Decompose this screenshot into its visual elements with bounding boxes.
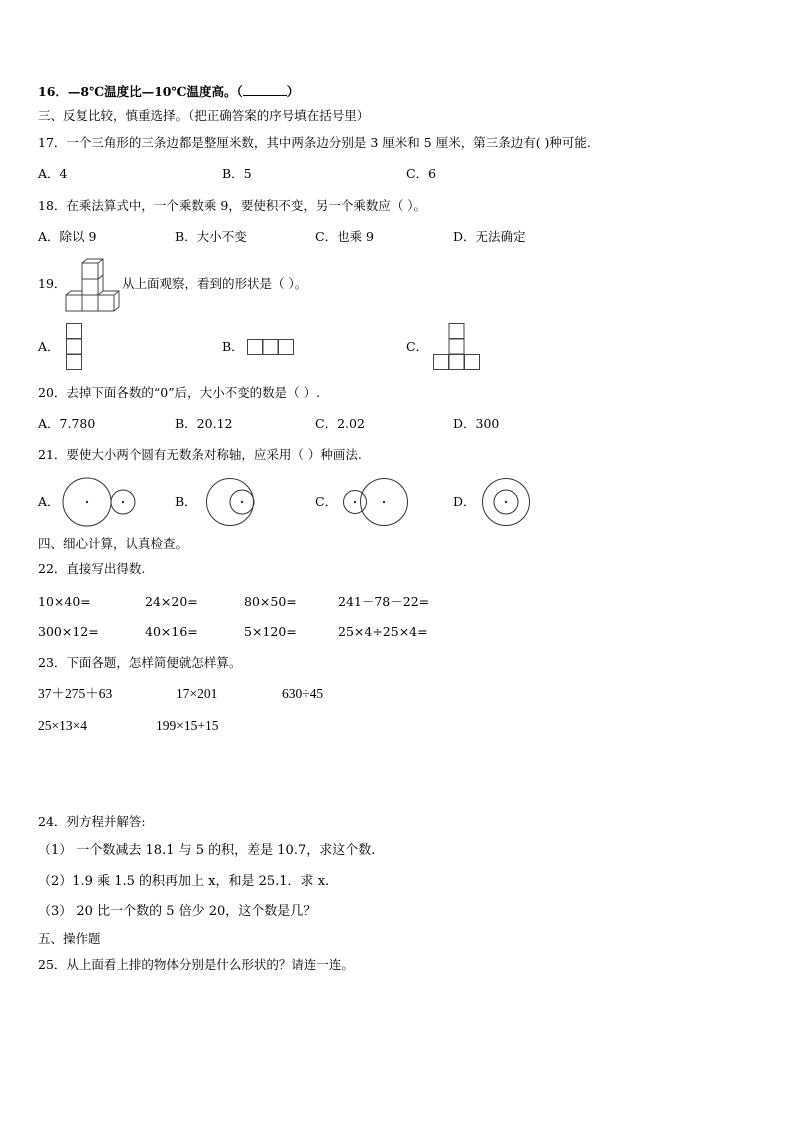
q21-option-d[interactable]: D． xyxy=(453,494,476,509)
q20-option-a[interactable]: A．7.780 xyxy=(38,416,96,431)
q19-option-a[interactable]: A． xyxy=(38,339,60,354)
q21-option-b-figure xyxy=(206,478,256,526)
q17-option-c[interactable]: C．6 xyxy=(406,166,437,181)
calc-item: 17×201 xyxy=(176,686,218,701)
q21-option-d-figure xyxy=(482,478,530,526)
q21-option-b[interactable]: B． xyxy=(175,494,197,509)
question-18-text: 18．在乘法算式中，一个乘数乘 9，要使积不变，另一个乘数应（ ）。 xyxy=(38,198,427,213)
q19-option-c-figure xyxy=(433,323,481,371)
q20-option-d[interactable]: D．300 xyxy=(453,416,500,431)
question-24-part-1: （1） 一个数减去 18.1 与 5 的积，差是 10.7，求这个数. xyxy=(38,843,376,858)
question-24-text: 24．列方程并解答: xyxy=(38,814,146,829)
question-19-text: 从上面观察，看到的形状是（ ）。 xyxy=(122,276,308,291)
answer-blank[interactable] xyxy=(243,83,287,96)
question-22-text: 22．直接写出得数. xyxy=(38,561,146,576)
q19-option-b[interactable]: B． xyxy=(222,339,244,354)
q19-option-b-figure xyxy=(247,339,295,355)
q18-option-b[interactable]: B．大小不变 xyxy=(175,229,247,244)
q18-option-c[interactable]: C．也乘 9 xyxy=(315,229,374,244)
question-16-text: 16．—8℃温度比—10℃温度高。（ xyxy=(38,84,243,99)
q19-option-a-figure xyxy=(66,323,82,371)
question-21-text: 21．要使大小两个圆有无数条对称轴，应采用（ ）种画法. xyxy=(38,447,362,462)
section-3-title: 三、反复比较，慎重选择。（把正确答案的序号填在括号里） xyxy=(38,108,370,123)
calc-item: 25×13×4 xyxy=(38,718,87,733)
calc-item: 10×40= xyxy=(38,594,91,609)
q21-option-c-figure xyxy=(343,478,409,526)
question-23-text: 23．下面各题，怎样简便就怎样算。 xyxy=(38,655,242,670)
q18-option-a[interactable]: A．除以 9 xyxy=(38,229,97,244)
calc-item: 80×50= xyxy=(244,594,297,609)
question-24-part-3: （3） 20 比一个数的 5 倍少 20，这个数是几？ xyxy=(38,904,317,919)
q21-option-c[interactable]: C． xyxy=(315,494,338,509)
q17-option-a[interactable]: A．4 xyxy=(38,166,68,181)
question-17-text: 17．一个三角形的三条边都是整厘米数，其中两条边分别是 3 厘米和 5 厘米，第三条边有( )种可能. xyxy=(38,135,591,150)
calc-item: 241－78－22= xyxy=(338,594,430,609)
calc-item: 37＋275＋63 xyxy=(38,686,113,701)
section-5-title: 五、操作题 xyxy=(38,931,101,946)
question-16-close: ） xyxy=(286,84,300,99)
q17-option-b[interactable]: B．5 xyxy=(222,166,252,181)
question-19-number: 19． xyxy=(38,276,67,291)
question-16 xyxy=(38,83,299,100)
q20-option-c[interactable]: C．2.02 xyxy=(315,416,365,431)
cube-stack-figure xyxy=(66,258,122,314)
calc-item: 630÷45 xyxy=(282,686,324,701)
q18-option-d[interactable]: D．无法确定 xyxy=(453,229,526,244)
calc-item: 199×15+15 xyxy=(156,718,219,733)
section-4-title: 四、细心计算，认真检查。 xyxy=(38,536,189,551)
question-24-part-2: （2）1.9 乘 1.5 的积再加上 x，和是 25.1．求 x. xyxy=(38,874,330,889)
q20-option-b[interactable]: B．20.12 xyxy=(175,416,233,431)
calc-item: 25×4÷25×4= xyxy=(338,624,428,639)
question-25-text: 25．从上面看上排的物体分别是什么形状的？请连一连。 xyxy=(38,957,354,972)
calc-item: 40×16= xyxy=(145,624,198,639)
q19-option-c[interactable]: C． xyxy=(406,339,429,354)
calc-item: 300×12= xyxy=(38,624,99,639)
calc-item: 24×20= xyxy=(145,594,198,609)
q21-option-a-figure xyxy=(62,478,138,526)
question-20-text: 20．去掉下面各数的“0”后，大小不变的数是（ ）. xyxy=(38,385,321,400)
calc-item: 5×120= xyxy=(244,624,297,639)
q21-option-a[interactable]: A． xyxy=(38,494,60,509)
